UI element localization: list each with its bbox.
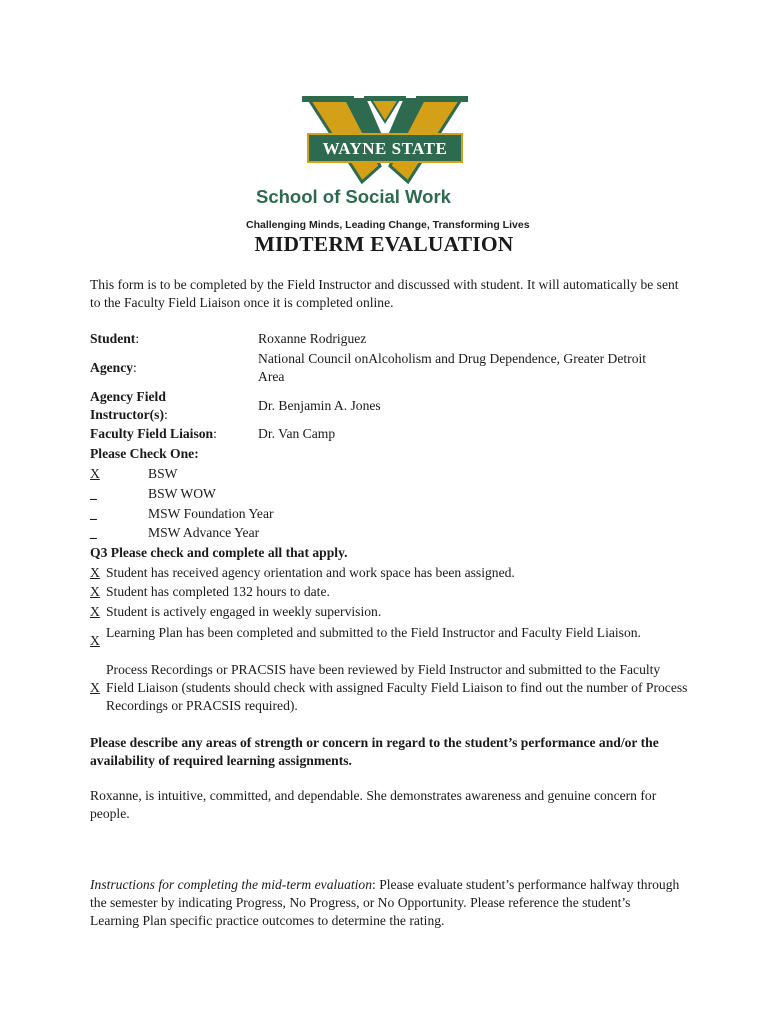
strength-question: Please describe any areas of strength or concern in regard to the student’s performance and/or the availability of required learning assignments.	[90, 735, 659, 768]
instructions-text: Please evaluate student’s performance halfway through the semester by indicating Progress, No Progress, or No Opportunity. Please reference the student’s Learning Plan specific practice outcomes to determine the rating.	[90, 877, 680, 928]
agency-row	[90, 350, 690, 386]
logo-wordmark: WAYNE STATE	[322, 139, 448, 158]
wayne-state-w-mark	[240, 92, 530, 230]
instructor-row	[90, 388, 690, 424]
instructor-colon: :	[164, 407, 168, 422]
q3-mark: X	[90, 680, 100, 695]
q3-heading: Q3 Please check and complete all that apply.	[90, 545, 348, 560]
instructions-italic: Instructions for completing the mid-term evaluation	[90, 877, 373, 892]
option-label: BSW	[148, 466, 178, 481]
q3-text: Student has completed 132 hours to date.	[106, 584, 330, 599]
instructor-label-wrap	[90, 388, 210, 424]
agency-label: Agency	[90, 360, 134, 375]
liaison-label: Faculty Field Liaison	[90, 426, 214, 441]
student-label-wrap	[90, 330, 250, 348]
option-mark: X	[90, 466, 100, 481]
q3-mark: X	[90, 633, 100, 648]
liaison-value: Dr. Van Camp	[258, 426, 336, 441]
strength-answer: Roxanne, is intuitive, committed, and dependable. She demonstrates awareness and genuine concern for people.	[90, 788, 657, 821]
q3-mark: X	[90, 604, 100, 619]
option-label: MSW Advance Year	[148, 525, 260, 540]
q3-text: Process Recordings or PRACSIS have been reviewed by Field Instructor and submitted to the Faculty Field Liaison (students should check with assigned Faculty Field Liaison to find out the number of Process Recordings or PRACSIS required).	[106, 662, 688, 713]
option-mark: _	[90, 486, 97, 501]
student-label: Student	[90, 331, 136, 346]
instructions-paragraph	[90, 876, 680, 930]
agency-value: National Council onAlcoholism and Drug Dependence, Greater Detroit Area	[258, 351, 647, 384]
q3-text: Learning Plan has been completed and submitted to the Field Instructor and Faculty Field Liaison.	[106, 625, 641, 640]
school-tagline: Challenging Minds, Leading Change, Transforming Lives	[246, 219, 530, 231]
q3-text: Student has received agency orientation and work space has been assigned.	[106, 565, 515, 580]
instructor-value: Dr. Benjamin A. Jones	[258, 398, 381, 413]
student-colon: :	[135, 331, 140, 346]
option-label: BSW WOW	[148, 486, 216, 501]
q3-mark: X	[90, 565, 100, 580]
wayne-state-logo	[240, 92, 530, 230]
instructions-colon: :	[372, 877, 376, 892]
q3-text: Student is actively engaged in weekly supervision.	[106, 604, 382, 619]
liaison-label-wrap	[90, 425, 250, 443]
option-mark: _	[90, 525, 97, 540]
check-one-heading: Please Check One:	[90, 446, 199, 461]
instructor-label: Agency Field Instructor(s)	[90, 389, 166, 422]
option-mark: _	[90, 506, 97, 521]
student-value: Roxanne Rodriguez	[258, 331, 367, 346]
agency-label-wrap	[90, 359, 250, 377]
school-name: School of Social Work	[256, 186, 451, 207]
document-title: MIDTERM EVALUATION	[254, 232, 514, 256]
q3-mark: X	[90, 584, 100, 599]
liaison-colon: :	[213, 426, 217, 441]
agency-colon: :	[133, 360, 137, 375]
intro-paragraph: This form is to be completed by the Field Instructor and discussed with student. It will automatically be sent to the Faculty Field Liaison once it is completed online.	[90, 277, 679, 310]
option-label: MSW Foundation Year	[148, 506, 274, 521]
